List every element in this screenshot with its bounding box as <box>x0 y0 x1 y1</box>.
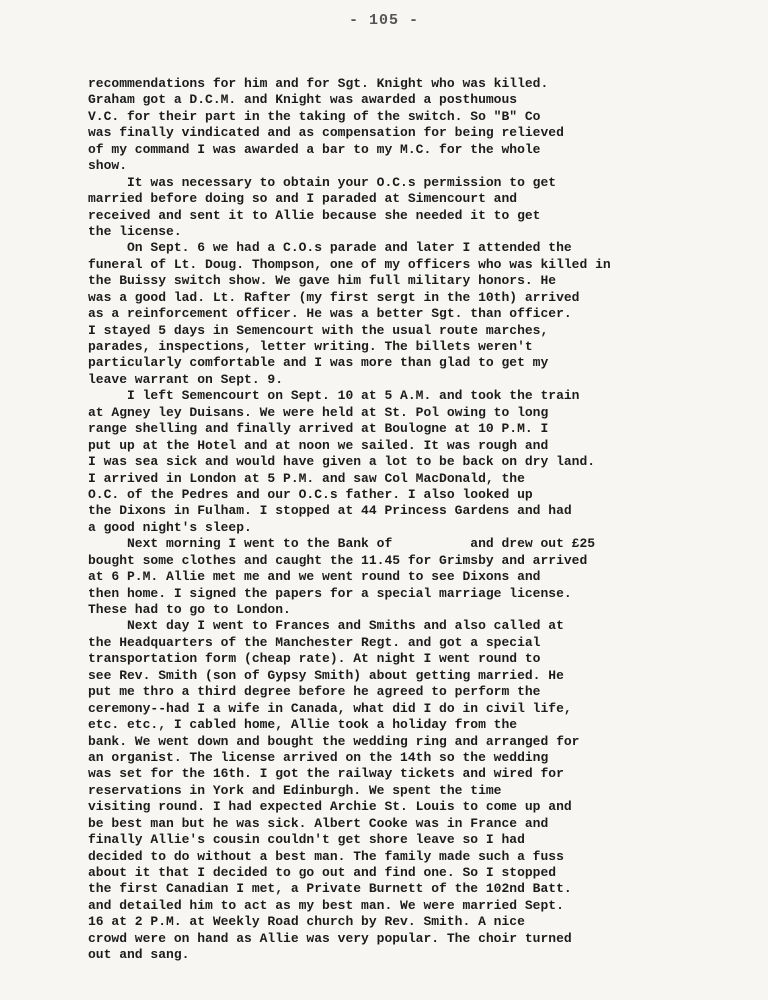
text-line: V.C. for their part in the taking of the switch. So "B" Co <box>88 108 541 124</box>
page-number: - 105 - <box>348 12 419 29</box>
text-line: Next day I went to Frances and Smiths and also called at <box>88 618 564 634</box>
text-line: be best man but he was sick. Albert Cooke was in France and <box>88 815 549 831</box>
text-line: visiting round. I had expected Archie St. Louis to come up and <box>88 799 572 815</box>
text-line: reservations in York and Edinburgh. We spent the time <box>88 782 502 798</box>
text-line: was set for the 16th. I got the railway tickets and wired for <box>88 766 564 782</box>
text-line: bank. We went down and bought the wedding ring and arranged for <box>88 733 580 749</box>
text-line: ceremony--had I a wife in Canada, what did I do in civil life, <box>88 700 572 716</box>
text-line: bought some clothes and caught the 11.45 for Grimsby and arrived <box>88 552 588 568</box>
text-line: etc. etc., I cabled home, Allie took a holiday from the <box>88 717 518 733</box>
text-line: at Agney ley Duisans. We were held at St. Pol owing to long <box>88 404 549 420</box>
text-line: the first Canadian I met, a Private Burnett of the 102nd Batt. <box>88 881 572 897</box>
text-line: as a reinforcement officer. He was a better Sgt. than officer. <box>88 306 572 322</box>
text-line: an organist. The license arrived on the 14th so the wedding <box>88 749 549 765</box>
text-line: show. <box>88 158 128 174</box>
text-line: I left Semencourt on Sept. 10 at 5 A.M. and took the train <box>88 388 580 404</box>
text-line: decided to do without a best man. The family made such a fuss <box>88 848 564 864</box>
text-line: funeral of Lt. Doug. Thompson, one of my officers who was killed in <box>88 256 611 272</box>
text-line: put me thro a third degree before he agreed to perform the <box>88 684 541 700</box>
text-line: 16 at 2 P.M. at Weekly Road church by Rev. Smith. A nice <box>88 914 525 930</box>
text-line: Graham got a D.C.M. and Knight was awarded a posthumous <box>88 92 518 108</box>
text-line: transportation form (cheap rate). At night I went round to <box>88 651 541 667</box>
text-line: put up at the Hotel and at noon we sailed. It was rough and <box>88 437 549 453</box>
text-line: particularly comfortable and I was more than glad to get my <box>88 355 549 371</box>
text-line: see Rev. Smith (son of Gypsy Smith) about getting married. He <box>88 667 564 683</box>
typed-body-text <box>88 76 688 964</box>
text-line: of my command I was awarded a bar to my M.C. for the whole <box>88 141 541 157</box>
text-line: These had to go to London. <box>88 602 291 617</box>
text-line: crowd were on hand as Allie was very popular. The choir turned <box>88 930 572 946</box>
text-line: the Headquarters of the Manchester Regt. and got a special <box>88 634 541 650</box>
text-line: the Buissy switch show. We gave him full military honors. He <box>88 273 557 289</box>
text-line: parades, inspections, letter writing. The billets weren't <box>88 339 533 354</box>
text-line: On Sept. 6 we had a C.O.s parade and later I attended the <box>88 240 572 256</box>
text-line: then home. I signed the papers for a special marriage license. <box>88 585 572 601</box>
text-line: leave warrant on Sept. 9. <box>88 371 284 387</box>
text-line: It was necessary to obtain your O.C.s permission to get <box>88 174 557 190</box>
text-line: the Dixons in Fulham. I stopped at 44 Princess Gardens and had <box>88 503 572 519</box>
text-line: was finally vindicated and as compensation for being relieved <box>88 125 564 141</box>
text-line: was a good lad. Lt. Rafter (my first sergt in the 10th) arrived <box>88 289 580 305</box>
text-line: the license. <box>88 223 182 239</box>
text-line: I arrived in London at 5 P.M. and saw Col MacDonald, the <box>88 470 525 486</box>
text-line: a good night's sleep. <box>88 519 252 535</box>
text-line: I was sea sick and would have given a lot to be back on dry land. <box>88 454 596 470</box>
text-line: I stayed 5 days in Semencourt with the usual route marches, <box>88 322 549 338</box>
text-line: and detailed him to act as my best man. We were married Sept. <box>88 897 564 913</box>
text-line: about it that I decided to go out and find one. So I stopped <box>88 865 557 880</box>
text-line: married before doing so and I paraded at Simencourt and <box>88 191 518 207</box>
text-line: received and sent it to Allie because she needed it to get <box>88 207 541 223</box>
text-line: Next morning I went to the Bank of and drew out £25 <box>88 536 596 552</box>
text-line: recommendations for him and for Sgt. Knight who was killed. <box>88 76 549 91</box>
text-line: out and sang. <box>88 947 190 963</box>
text-line: O.C. of the Pedres and our O.C.s father. I also looked up <box>88 486 533 502</box>
text-line: at 6 P.M. Allie met me and we went round to see Dixons and <box>88 569 541 585</box>
text-line: finally Allie's cousin couldn't get shore leave so I had <box>88 832 525 848</box>
text-line: range shelling and finally arrived at Boulogne at 10 P.M. I <box>88 421 549 437</box>
